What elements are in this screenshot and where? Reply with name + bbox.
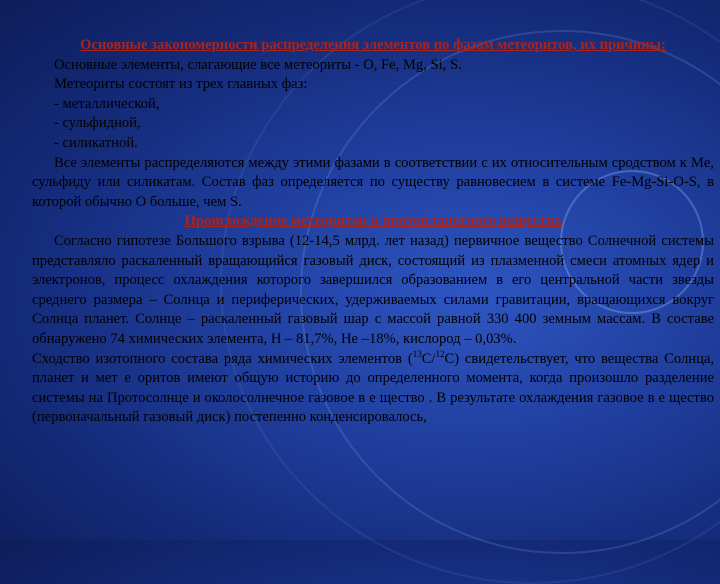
paragraph-origin: Согласно гипотезе Большого взрыва (12-14,5 млрд. лет назад) первичное вещество Солнечной системы представляло раскаленный вращающийся газовый диск, состоящий из плазменной смеси атомных ядер и электронов, процесс охлаждения которого завершился образованием в его центральной части звезды среднего размера – Солнца и периферических, удерживаемых силами гравитации, вращающихся вокруг Солнца планет. Солнце – раскаленный газовый шар с массой равной 330 400 земным массам. В составе обнаружено 74 химических элемента, H – 81,7%, He –18%, кислород – 0,03%. <box>32 232 714 347</box>
phase-item: - металлической, <box>54 95 160 112</box>
isotope-superscript-13: 13 <box>412 348 422 359</box>
isotope-text-after: C) свидетельствует, что вещества Солнца, планет и мет е оритов имеют общую историю до определенного момента, когда произошло разделение системы на Протосолнце и околосолнечное газовое в е щество . В результате охлаждения газовое в е щество (первоначальный газовый диск) постепенно конденсировалось, <box>32 350 715 426</box>
phase-item: - сульфидной, <box>54 115 141 132</box>
slide-content <box>32 36 714 428</box>
paragraph-phases-intro: Метеориты состоят из трех главных фаз: <box>54 76 308 93</box>
isotope-superscript-12: 12 <box>435 348 445 359</box>
section-heading: Происхождение метеоритов и протопланетного вещества <box>184 213 562 230</box>
paragraph-isotope <box>32 350 714 428</box>
slide-heading: Основные закономерности распределения элементов по фазам метеоритов, их причины: <box>80 37 666 53</box>
isotope-text-before: Сходство изотопного состава ряда химических элементов ( <box>32 350 413 367</box>
paragraph-distribution: Все элементы распределяются между этими фазами в соответствии с их относительным сродством к Me, сульфиду или силикатам. Состав фаз определяется по существу равновесием в системе Fe-Mg-Si-O-S, в которой обычно O больше, чем S. <box>32 154 714 210</box>
isotope-text-mid: C/ <box>421 350 436 367</box>
paragraph-elements: Основные элементы, слагающие все метеориты - O, Fe, Mg, Si, S. <box>54 56 462 73</box>
phase-item: - силикатной. <box>54 134 138 151</box>
